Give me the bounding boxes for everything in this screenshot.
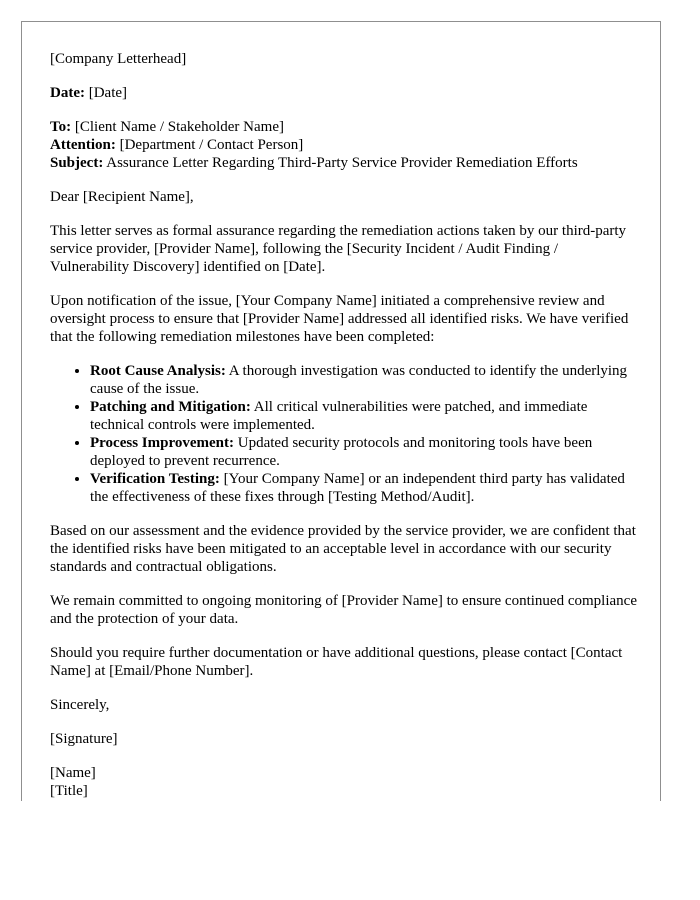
company-letterhead: [Company Letterhead]	[50, 51, 187, 67]
letter-page	[21, 21, 661, 801]
salutation: Dear [Recipient Name],	[50, 189, 194, 205]
signer-title: [Title]	[50, 783, 88, 799]
paragraph-assessment: Based on our assessment and the evidence provided by the service provider, we are confident that the identified risks have been mitigated to an acceptable level in accordance with our security standards and contractual obligations.	[50, 523, 636, 575]
date-line	[50, 84, 640, 102]
attention-line	[50, 136, 640, 154]
list-item	[90, 398, 640, 434]
signer-name: [Name]	[50, 765, 96, 781]
paragraph-review: Upon notification of the issue, [Your Company Name] initiated a comprehensive review and oversight process to ensure that [Provider Name] addressed all identified risks. We have verified that the following remediation milestones have been completed:	[50, 293, 629, 345]
subject-value: Assurance Letter Regarding Third-Party Service Provider Remediation Efforts	[106, 155, 578, 171]
to-line	[50, 118, 640, 136]
attention-label: Attention:	[50, 137, 116, 153]
paragraph-commitment: We remain committed to ongoing monitoring of [Provider Name] to ensure continued compliance and the protection of your data.	[50, 593, 637, 627]
milestone-title: Process Improvement:	[90, 435, 234, 451]
list-item	[90, 470, 640, 506]
milestone-list	[50, 362, 640, 506]
subject-line	[50, 154, 640, 172]
milestone-text: [Your Company Name] or an independent third party has validated the effectiveness of these fixes through [Testing Method/Audit].	[90, 471, 625, 505]
signature-placeholder: [Signature]	[50, 731, 118, 747]
date-value: [Date]	[88, 85, 128, 101]
milestone-text: All critical vulnerabilities were patched, and immediate technical controls were implemented.	[90, 399, 588, 433]
closing: Sincerely,	[50, 697, 110, 713]
milestone-title: Patching and Mitigation:	[90, 399, 251, 415]
attention-value: [Department / Contact Person]	[119, 137, 304, 153]
milestone-text: A thorough investigation was conducted to identify the underlying cause of the issue.	[90, 363, 628, 397]
milestone-text: Updated security protocols and monitoring tools have been deployed to prevent recurrence.	[90, 435, 593, 469]
to-value: [Client Name / Stakeholder Name]	[74, 119, 284, 135]
milestone-title: Verification Testing:	[90, 471, 220, 487]
paragraph-intro: This letter serves as formal assurance regarding the remediation actions taken by our third-party service provider, [Provider Name], following the [Security Incident / Audit Finding / Vulnerability Discovery] identified on [Date].	[50, 223, 627, 275]
letter-body	[50, 50, 640, 800]
list-item	[90, 434, 640, 470]
subject-label: Subject:	[50, 155, 104, 171]
signature-block	[50, 764, 640, 800]
to-label: To:	[50, 119, 72, 135]
date-label: Date:	[50, 85, 85, 101]
paragraph-contact: Should you require further documentation or have additional questions, please contact [Contact Name] at [Email/Phone Number].	[50, 645, 623, 679]
list-item	[90, 362, 640, 398]
milestone-title: Root Cause Analysis:	[90, 363, 226, 379]
